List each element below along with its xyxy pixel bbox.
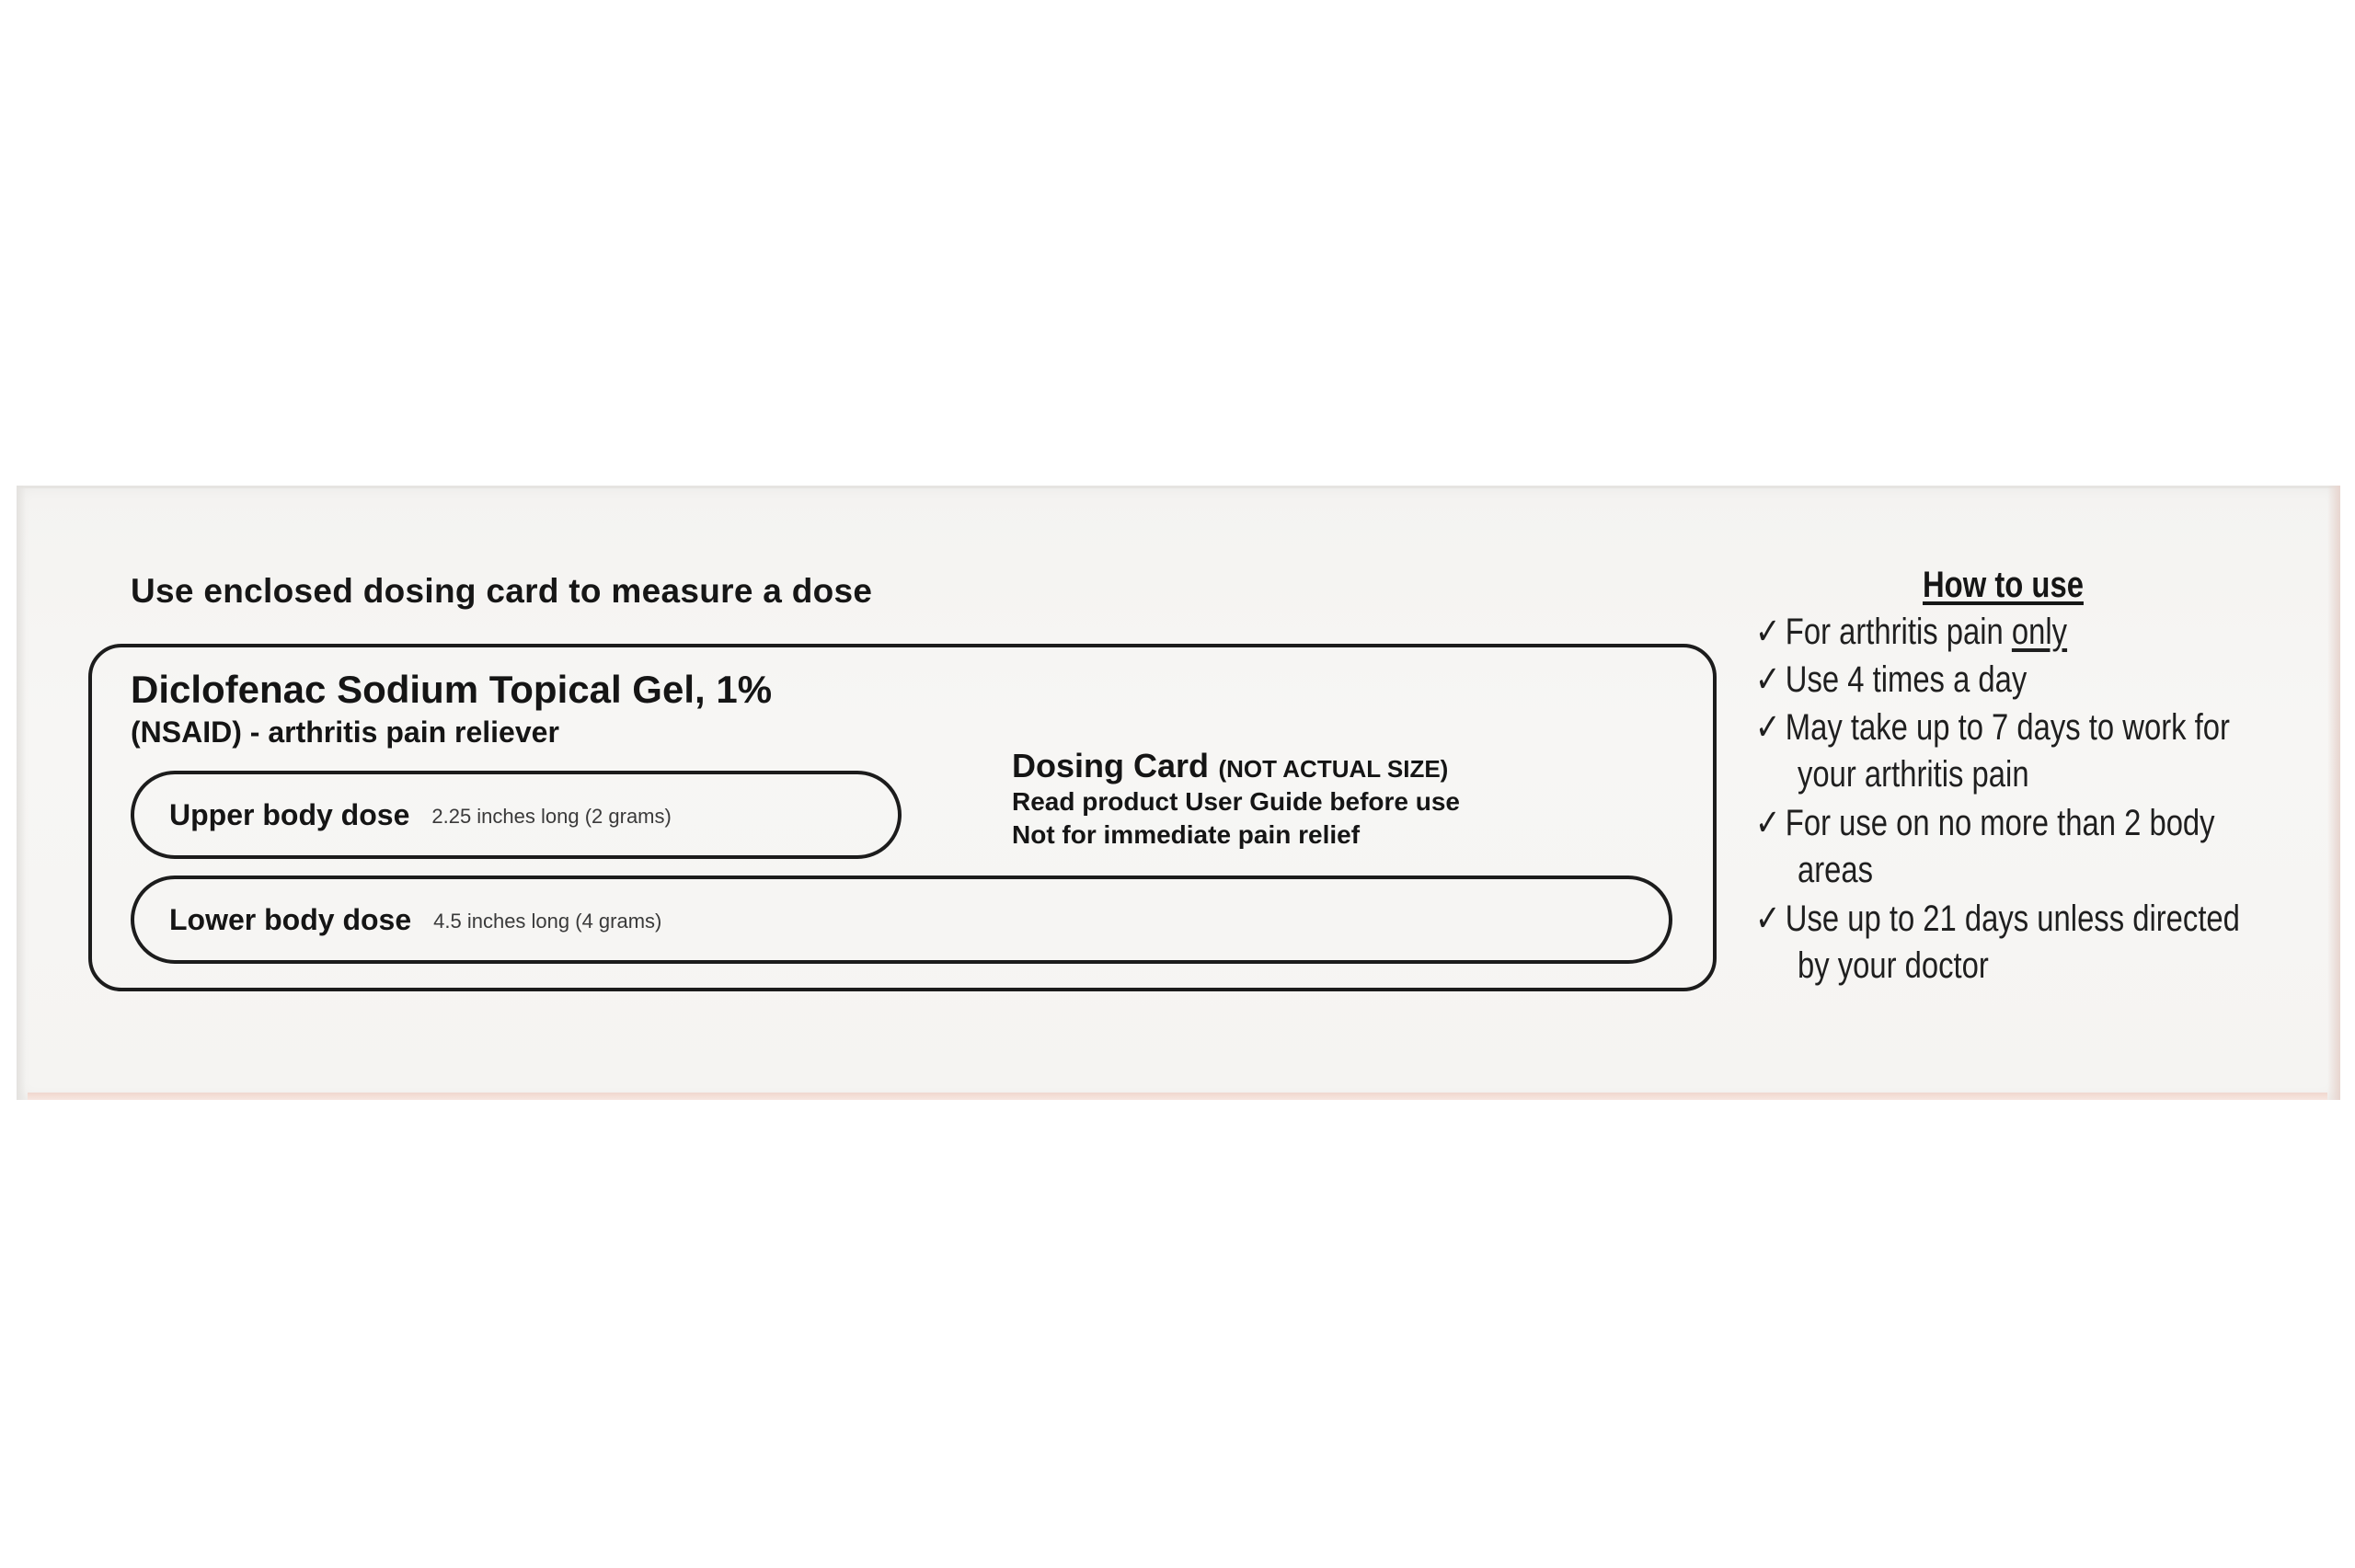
upper-dose-label: Upper body dose [169, 797, 410, 831]
item-1-text: For arthritis pain [1785, 612, 2012, 652]
upper-dose-detail: 2.25 inches long (2 grams) [431, 805, 672, 828]
product-subtitle: (NSAID) - arthritis pain reliever [131, 715, 559, 749]
upper-body-dose-pill [131, 771, 902, 859]
checkmark-icon: ✓ [1755, 611, 1781, 653]
panel-top-edge [17, 486, 2340, 488]
card-line-user-guide: Read product User Guide before use [1012, 787, 1460, 816]
item-3-text-line-2: your arthritis pain [1798, 754, 2029, 795]
lower-dose-label: Lower body dose [169, 902, 412, 936]
checkmark-icon: ✓ [1755, 802, 1781, 844]
how-to-use-item-3 [1755, 706, 2230, 749]
how-to-use-item-2 [1755, 658, 2027, 701]
panel-bottom-edge [28, 1093, 2327, 1100]
item-1-emphasis: only [2011, 612, 2068, 652]
product-title: Diclofenac Sodium Topical Gel, 1% [131, 668, 773, 711]
item-2-text: Use 4 times a day [1785, 659, 2028, 700]
item-4-text-line-2: areas [1798, 850, 1874, 890]
item-5-text-line-1: Use up to 21 days unless directed [1785, 898, 2240, 939]
lower-body-dose-pill [131, 876, 1672, 964]
item-4-text-line-1: For use on no more than 2 body [1785, 803, 2215, 843]
card-line-not-immediate: Not for immediate pain relief [1012, 820, 1361, 849]
panel-right-edge [2327, 486, 2340, 1100]
panel-left-edge [17, 486, 26, 1100]
checkmark-icon: ✓ [1755, 898, 1781, 940]
how-to-use-item-5 [1755, 898, 2240, 940]
lower-dose-detail: 4.5 inches long (4 grams) [433, 910, 662, 933]
item-3-text-line-1: May take up to 7 days to work for [1785, 707, 2230, 748]
card-title-note: (NOT ACTUAL SIZE) [1218, 755, 1449, 783]
checkmark-icon: ✓ [1755, 706, 1781, 749]
how-to-use-item-1 [1755, 611, 2067, 653]
how-to-use-heading: How to use [1923, 565, 2084, 605]
dosing-instruction: Use enclosed dosing card to measure a dose [131, 572, 873, 610]
card-title-main: Dosing Card [1012, 747, 1210, 784]
how-to-use-item-4 [1755, 802, 2215, 844]
item-5-text-line-2: by your doctor [1798, 945, 1989, 986]
dosing-card-title [1012, 747, 1448, 785]
checkmark-icon: ✓ [1755, 658, 1781, 701]
